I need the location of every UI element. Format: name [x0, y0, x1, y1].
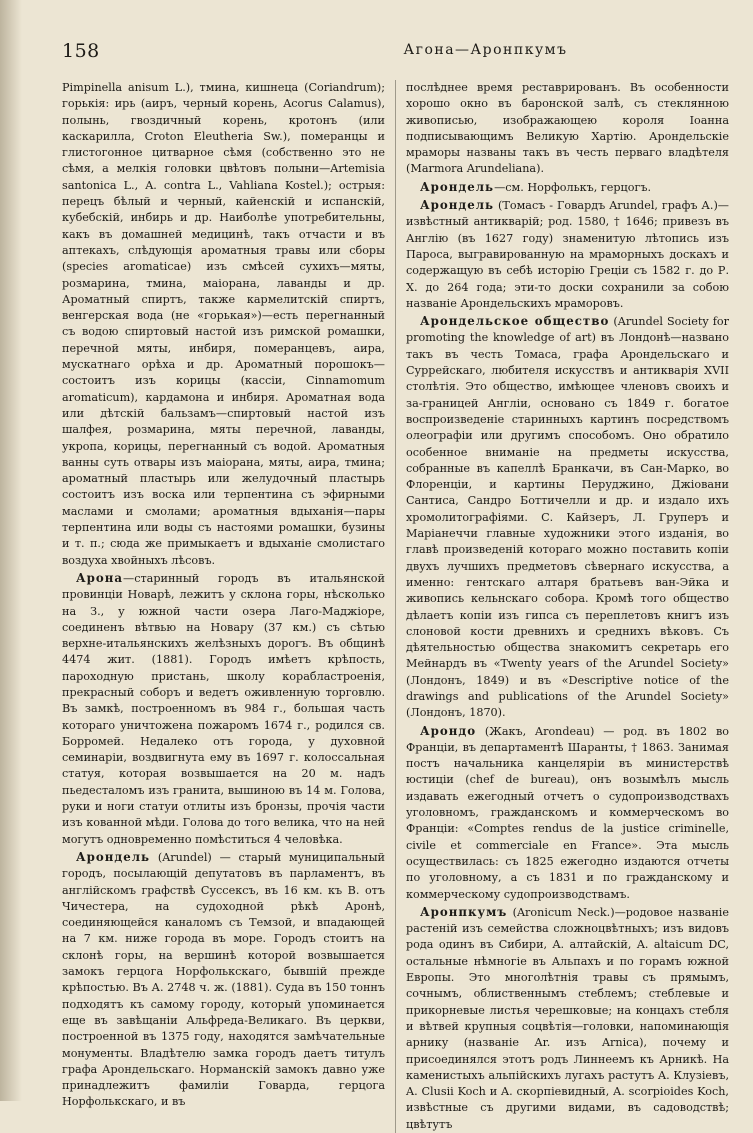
entry-text: —см. Норфолькъ, герцогъ. [494, 180, 652, 194]
page-header [62, 40, 729, 66]
binding-shadow [0, 0, 22, 1101]
headword: Арондель [420, 198, 495, 213]
headword: Арондо [420, 723, 477, 738]
entry-text: —старинный городъ въ итальянской провинціи Новарѣ, лежитъ у склона горы, нѣсколько на З., у южной части озера Лаго-Маджіоре, соединенъ вѣтвью на Новару (37 км.) съ сѣтью верхне-итальянскихъ желѣзныхъ дорогъ. Въ общинѣ 4474 жит. (1881). Городъ имѣетъ крѣпость, пароходную пристань, школу корабластроенія, прекрасный соборъ и ведетъ оживленную торговлю. Въ замкѣ, построенномъ въ 984 г., большая часть котораго уничтожена пожаромъ 1674 г., родился св. Борромей. Недалеко отъ города, у духовной семинаріи, воздвигнута ему въ 1697 г. колоссальная статуя, которая возвышается на 20 м. надъ пьедесталомъ изъ гранита, вышиною въ 14 м. Голова, руки и ноги статуи отлиты изъ бронзы, прочія части изъ кованной мѣди. Голова до того велика, что на ней могутъ одновременно помѣститься 4 человѣка. [62, 571, 385, 846]
headword: Арондельское общество [420, 314, 610, 329]
entry-arondel-thomas [406, 197, 729, 312]
column-divider [395, 80, 396, 1133]
entry-arondel-continuation: послѣднее время реставрированъ. Въ особенности хорошо окно въ баронской залѣ, съ стеклянною живописью, изображающею короля Іоанна подписывающимъ Великую Хартію. Арондельскіе мраморы названы такъ въ честь перваго владѣтеля (Marmora Arundeliana). [406, 81, 729, 176]
entry-text: (Aronicum Neck.)—родовое названіе растеній изъ семейства сложноцвѣтныхъ; изъ видовъ рода одинъ въ Сибири, A. алтайскій, A. altaicum DC, остальные нѣмногіе въ Альпахъ и по горамъ южной Европы. Это многолѣтнія травы съ прямымъ, сочнымъ, облиственнымъ стеблемъ; стеблевые и прикорневые листья черешковые; на концахъ стебля и вѣтвей крупныя соцвѣтія—головки, напоминающія арнику (названіе Ar. изъ Arnica), почему и присоединялся этотъ родъ Линнеемъ къ Арникѣ. На каменистыхъ альпійскихъ лугахъ растутъ A. Клузіевъ, A. Clusii Koch и A. скорпіевидный, A. scorpioides Koch, извѣстные съ другими видами, въ садоводствѣ; цвѣтутъ [406, 905, 729, 1131]
entry-arondel-town [62, 849, 385, 1111]
entry-arona [62, 570, 385, 848]
entry-text: (Томасъ - Говардъ Arundel, графъ А.)—извѣстный антикварій; род. 1580, † 1646; привезъ въ Англію (въ 1627 году) знаменитую лѣтопись изъ Пароса, выгравированную на мраморныхъ доскахъ и содержащую въ себѣ исторію Греціи съ 1582 г. до Р. Х. до 264 года; эти-то доски сохранили за собою названіе Арондельскихъ мраморовъ. [406, 199, 729, 310]
entry-arondeau [406, 723, 729, 903]
entry-text: (Arundel Society for promoting the knowledge of art) въ Лондонѣ—названо такъ въ честь Томаса, графа Арондельскаго и Суррейскаго, любителя искусствъ и антикварія XVII столѣтія. Это общество, имѣющее членовъ своихъ и за-границей Англіи, основано съ 1849 г. богатое воспроизведеніе старинныхъ картинъ посредствомъ олеографіи или другимъ способомъ. Оно обратило особенное вниманіе на предметы искусства, собранные въ капеллѣ Бранкачи, въ Сан-Марко, во Флоренціи, и картины Перуджино, Джіовани Сантиса, Сандро Боттичелли и др. и издало ихъ хромолитографіями. С. Кайзеръ, Л. Груперъ и Маріанеччи главные художники этого изданія, во главѣ произведеній котораго можно поставить копіи двухъ лучшихъ предметовъ сѣвернаго искусства, а именно: гентскаго алтаря братьевъ ван-Эйка и живопись кельнскаго собора. Кромѣ того общество дѣлаетъ копіи изъ гипса съ переплетовъ книгъ изъ слоновой кости древнихъ и среднихъ вѣковъ. Съ дѣятельностью общества знакомитъ секретарь его Мейнардъ въ «Twenty years of the Arundel Society» (Лондонъ, 1849) и въ «Descriptive notice of the drawings and publications of the Arundel Society» (Лондонъ, 1870). [406, 315, 729, 720]
headword: Арондель [420, 179, 495, 194]
left-column [62, 80, 385, 1133]
right-column [406, 80, 729, 1133]
headword: Аронпкумъ [420, 904, 508, 919]
entry-arondel-crossref [406, 179, 729, 196]
entry-text: (Arundel) — старый муниципальный городъ, посылающій депутатовъ въ парламентъ, въ англійскомъ графствѣ Суссексъ, въ 16 км. къ В. отъ Чичестера, на судоходной рѣкѣ Аронѣ, соединяющейся каналомъ съ Темзой, и впадающей на 7 км. ниже города въ море. Городъ стоитъ на склонѣ горы, на вершинѣ которой возвышается замокъ герцога Норфолькскаго, бывшій прежде крѣпостью. Въ А. 2748 ч. ж. (1881). Суда въ 150 тоннъ подходятъ къ самому городу, который упоминается еще въ завѣщаніи Альфреда-Великаго. Въ церкви, построенной въ 1375 году, находятся замѣчательные монументы. Владѣтелю замка городъ даетъ титулъ графа Арондельскаго. Норманскій замокъ давно уже принадлежитъ фамиліи Говарда, герцога Норфолькскаго, и въ [62, 850, 385, 1109]
text-columns [62, 80, 729, 1133]
headword: Арона [76, 570, 124, 585]
running-title: Агона—Аронпкумъ [403, 42, 568, 58]
headword: Арондель [76, 849, 151, 864]
entry-arundel-society [406, 313, 729, 721]
page-number: 158 [62, 40, 100, 62]
entry-aromatics-continuation: Pimpinella anisum L.), тмина, кишнеца (Coriandrum); горькія: ирь (аиръ, черный корень, Acorus Calamus), полынь, гвоздичный корень, кротонъ (или каскарилла, Croton Eleutheria Sw.), померанцы и глистогонное цитварное сѣмя (собственно это не сѣмя, а мелкія головки цвѣтовъ полыни—Artemisia santonica L., A. contra L., Vahliana Kostel.); острыя: перецъ бѣлый и черный, кайенскій и испанскій, кубебскій, инбирь и др. Наиболѣе употребительны, какъ въ домашней медицинѣ, такъ отчасти и въ аптекахъ, слѣдующія ароматныя травы или сборы (species aromaticae) изъ смѣсей сухихъ—мяты, розмарина, тмина, маіорана, лаванды и др. Ароматный спиртъ, также кармелитскій спиртъ, венгерская вода (не «горькая»)—есть перегнанный съ водою спиртовый настой изъ римской ромашки, перечной мяты, инбиря, померанцевъ, аира, мускатнаго орѣха и др. Ароматный порошокъ—состоитъ изъ корицы (кассіи, Cinnamomum aromaticum), кардамона и инбиря. Ароматная вода или дѣтскій бальзамъ—спиртовый настой изъ шалфея, розмарина, мяты перечной, лаванды, укропа, корицы, перегнанный съ водой. Ароматныя ванны суть отвары изъ маіорана, мяты, аира, тмина; ароматный пластырь или желудочный пластырь состоитъ изъ воска или терпентина съ эфирными маслами и смолами; ароматныя вдыханія—пары терпентина или воды съ настоями ромашки, бузины и т. п.; сюда же примыкаетъ и вдыханіе смолистаго воздуха хвойныхъ лѣсовъ. [62, 81, 385, 567]
entry-text: (Жакъ, Arondeau) — род. въ 1802 во Франціи, въ департаментѣ Шаранты, † 1863. Занимая постъ начальника канцеляріи въ министерствѣ юстиціи (chef de bureau), онъ возымѣлъ мысль издавать ежегодный отчетъ о судопроизводствахъ уголовномъ, гражданскомъ и коммерческомъ во Франціи: «Comptes rendus de la justice criminelle, civile et commerciale en France». Эта мысль осуществилась: съ 1825 ежегодно издаются отчеты по уголовному, а съ 1831 и по гражданскому и коммерческому судопроизводствамъ. [406, 724, 729, 901]
entry-aronicum [406, 904, 729, 1133]
